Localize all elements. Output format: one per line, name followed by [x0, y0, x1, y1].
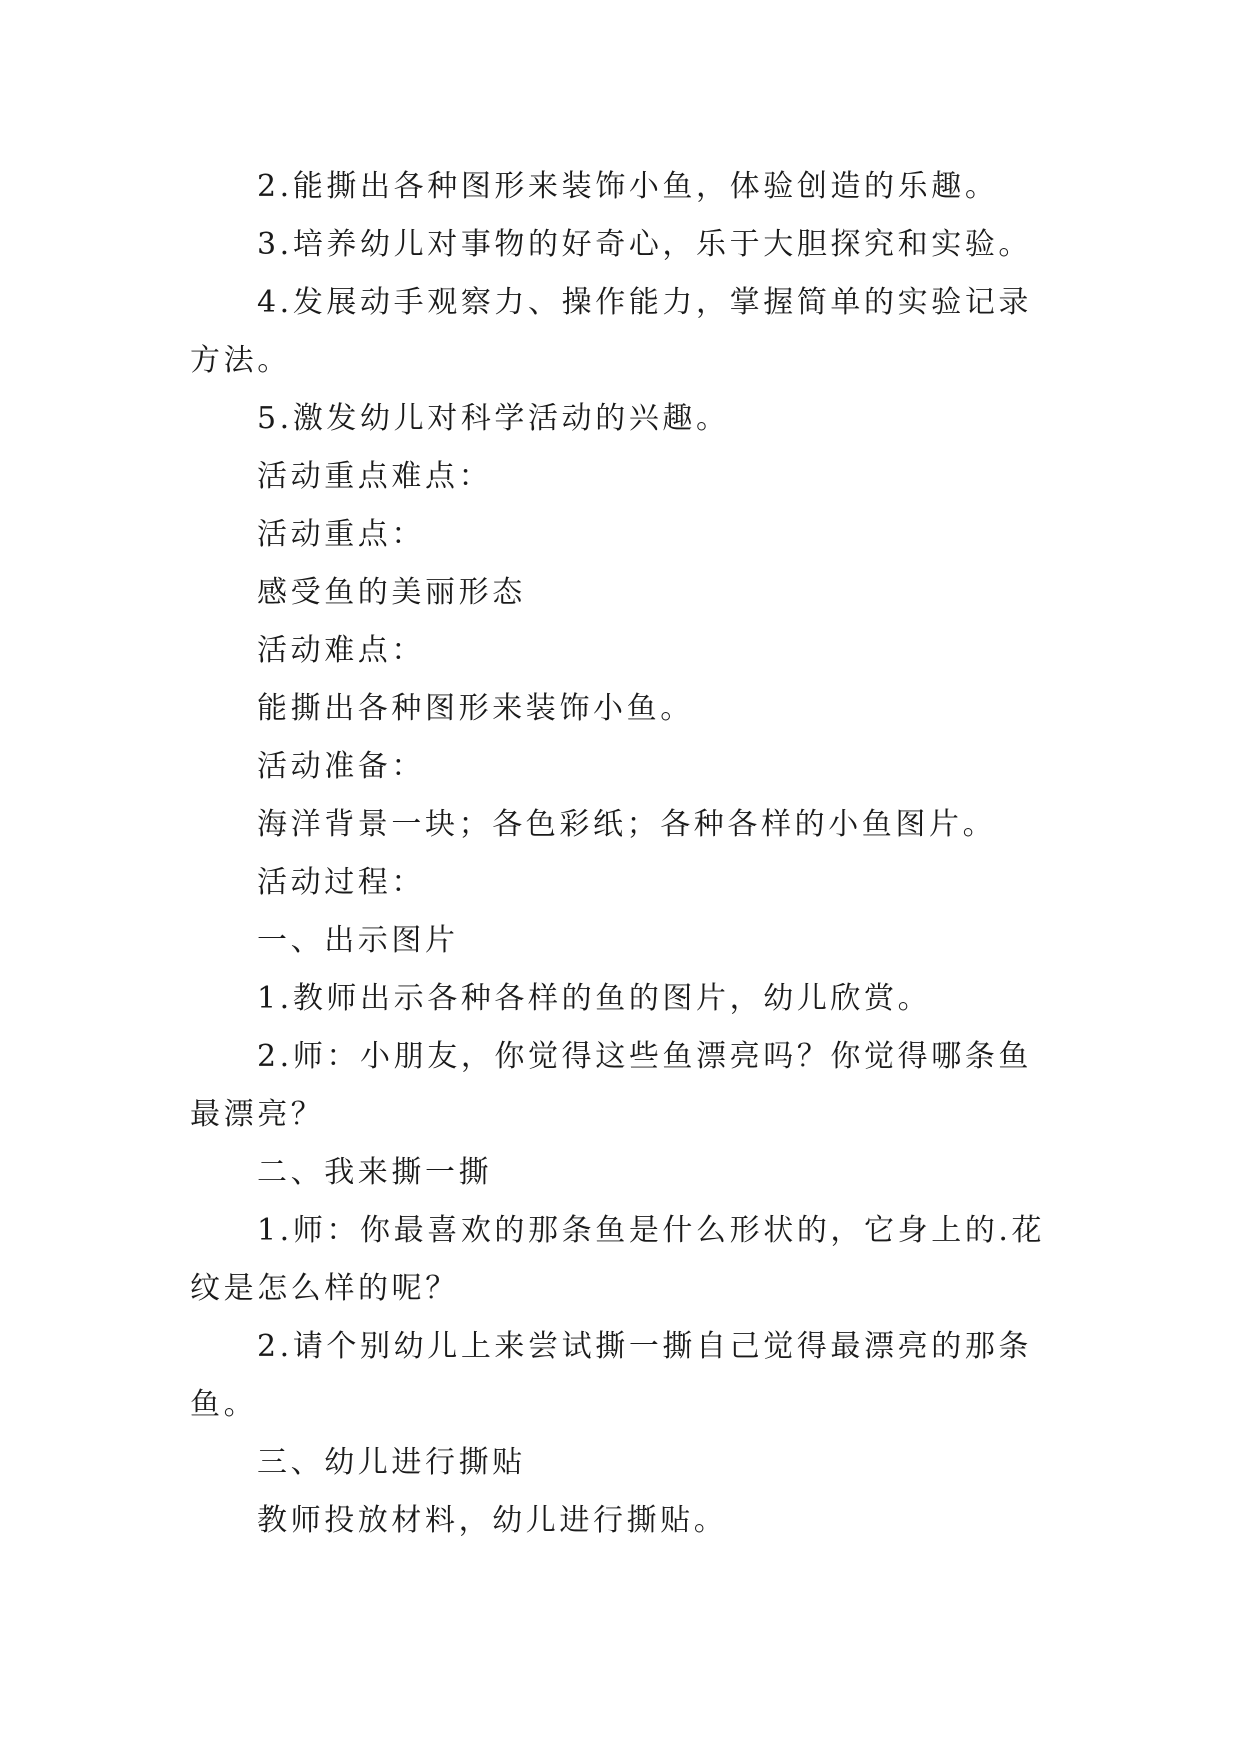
paragraph-goal-5: 5.激发幼儿对科学活动的兴趣。 — [257, 401, 730, 436]
paragraph-step-1-1: 1.教师出示各种各样的鱼的图片，幼儿欣赏。 — [257, 981, 932, 1016]
document-body — [190, 158, 1060, 1550]
paragraph-goal-2: 2.能撕出各种图形来装饰小鱼，体验创造的乐趣。 — [257, 169, 999, 204]
heading-process: 活动过程： — [257, 865, 425, 900]
paragraph-goal-4: 4.发展动手观察力、操作能力，掌握简单的实验记录方法。 — [190, 285, 1033, 378]
paragraph-difficult-points: 能撕出各种图形来装饰小鱼。 — [257, 691, 694, 726]
paragraph-step-3: 教师投放材料，幼儿进行撕贴。 — [257, 1503, 728, 1538]
section-heading-1: 一、出示图片 — [257, 923, 459, 958]
paragraph-key-points: 感受鱼的美丽形态 — [257, 575, 526, 610]
paragraph-goal-3: 3.培养幼儿对事物的好奇心，乐于大胆探究和实验。 — [257, 227, 1033, 262]
heading-key-points: 活动重点： — [257, 517, 425, 552]
paragraph-preparation: 海洋背景一块；各色彩纸；各种各样的小鱼图片。 — [257, 807, 997, 842]
heading-difficult-points: 活动难点： — [257, 633, 425, 668]
section-heading-2: 二、我来撕一撕 — [257, 1155, 493, 1190]
heading-key-difficult-points: 活动重点难点： — [257, 459, 493, 494]
paragraph-step-1-2: 2.师：小朋友，你觉得这些鱼漂亮吗？你觉得哪条鱼最漂亮？ — [190, 1039, 1033, 1132]
section-heading-3: 三、幼儿进行撕贴 — [257, 1445, 526, 1480]
paragraph-step-2-2: 2.请个别幼儿上来尝试撕一撕自己觉得最漂亮的那条鱼。 — [190, 1329, 1033, 1422]
heading-preparation: 活动准备： — [257, 749, 425, 784]
paragraph-step-2-1: 1.师：你最喜欢的那条鱼是什么形状的，它身上的.花纹是怎么样的呢？ — [190, 1213, 1046, 1306]
